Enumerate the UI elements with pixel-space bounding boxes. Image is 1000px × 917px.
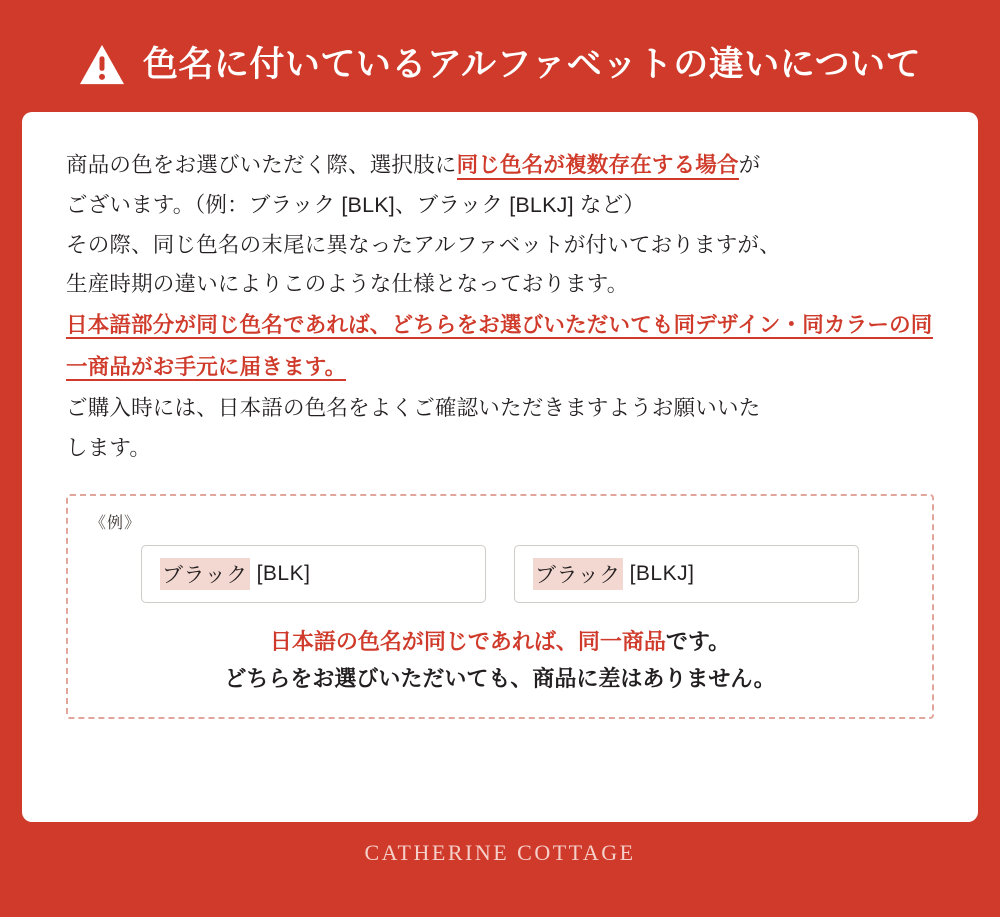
paragraph-5-highlight: 日本語部分が同じ色名であれば、どちらをお選びいただいても同デザイン・同カラーの同一商品がお手元に届きます。 xyxy=(66,313,933,379)
example-box xyxy=(66,494,934,719)
color-option-blk[interactable] xyxy=(141,545,486,603)
color-option-blkj-code: [BLKJ] xyxy=(629,562,695,586)
example-label: 《例》 xyxy=(90,515,142,533)
swatch-row xyxy=(90,545,910,603)
paragraph-1-after: が xyxy=(738,153,761,177)
paragraph-1 xyxy=(66,146,934,186)
page-title: 色名に付いているアルファベットの違いについて xyxy=(142,44,922,84)
body-text xyxy=(66,146,934,468)
footer-brand: CATHERINE COTTAGE xyxy=(364,840,636,865)
paragraph-7: します。 xyxy=(66,435,152,460)
paragraph-4: 生産時期の違いによりこのような仕様となっております。 xyxy=(66,272,629,297)
color-option-blk-code: [BLK] xyxy=(256,562,311,586)
color-option-blkj-jp-name: ブラック xyxy=(533,558,623,590)
paragraph-1-highlight: 同じ色名が複数存在する場合 xyxy=(457,153,739,180)
paragraph-6: ご購入時には、日本語の色名をよくご確認いただきますようお願いいた xyxy=(66,395,761,420)
color-option-blkj[interactable] xyxy=(514,545,859,603)
example-note-primary-red: 日本語の色名が同じであれば、同一商品 xyxy=(269,629,666,655)
paragraph-3: その際、同じ色名の末尾に異なったアルファベットが付いておりますが、 xyxy=(66,232,781,257)
example-note-secondary: どちらをお選びいただいても、商品に差はありません。 xyxy=(224,666,776,692)
header xyxy=(0,0,1000,112)
color-option-blk-jp-name: ブラック xyxy=(160,558,250,590)
example-note-primary xyxy=(90,625,910,658)
paragraph-2: ございます。（例：ブラック [BLK]、ブラック [BLKJ] など） xyxy=(66,192,646,217)
warning-triangle-icon xyxy=(79,42,125,88)
paragraph-5 xyxy=(66,305,934,389)
example-note-primary-black: です。 xyxy=(665,629,731,655)
content-card xyxy=(22,112,978,822)
paragraph-1-before: 商品の色をお選びいただく際、選択肢に xyxy=(66,153,457,177)
